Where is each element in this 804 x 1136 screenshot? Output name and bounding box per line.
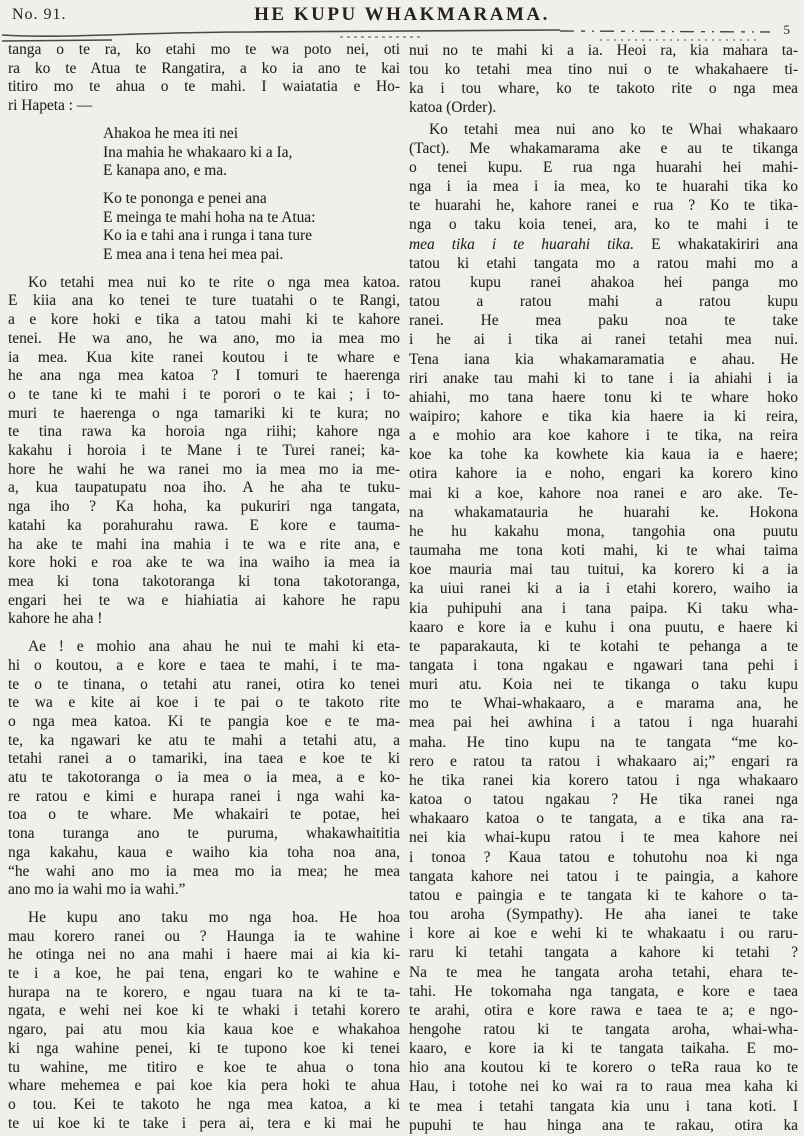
text-line: ri Hapeta : — — [8, 97, 93, 115]
text-line: nga o taku koia tenei, ara, ko te mahi i te — [409, 216, 798, 234]
text-column-right — [409, 41, 798, 1135]
text-line: te wa e kite ai koe i te pai o te takoto rite — [8, 694, 400, 712]
text-line — [409, 235, 798, 254]
text-line: raru ki tetahi tangata a kahore ki tetahi ? — [409, 944, 798, 962]
text-line: te o te tinana, o tetahi atu ranei, otira ko tenei — [8, 675, 400, 693]
text-line: tetahi ranei a o tamariki, ina taea e koe te ki — [8, 750, 400, 768]
text-line: muri atu. Koia nei te tikanga o taku kupu — [409, 676, 798, 694]
text-line: he otinga nei no ana mahi i haere mai ai kia ki- — [8, 946, 400, 964]
text-line: Ko ia e tahi ana i runga i tana ture — [103, 227, 312, 245]
text-line: E mea ana i tena hei mea pai. — [103, 246, 284, 264]
text-line: whare mehemea e pai koe kia pera hoki te ahua — [8, 1077, 400, 1095]
text-line: o te tane ki te mahi i te porori o te kai ; i to- — [8, 385, 400, 403]
text-line: otira kahore ia e noho, engari ka korero kino — [409, 465, 798, 483]
text-line: he ana nga mea katoa ? I tomuri te haerenga — [8, 367, 400, 385]
text-line: titiro mo te ahua o te mahi. I waiatatia e Ho- — [8, 78, 400, 96]
text-line: ha ake te mahi ina mahia i te wa e rite ana, e — [8, 535, 400, 553]
text-line: hengohe ratou ki te tangata aroha, whai-wha- — [409, 1020, 798, 1038]
text-line: Na te mea he tangata aroha tetahi, ehara te- — [409, 963, 798, 981]
text-line: pupuhi te hau hinga ana te rakau, otira ka — [409, 1116, 798, 1134]
text-line: tatou a ratou mahi a ratou kupu — [409, 293, 798, 311]
text-line: muri te haerenga o nga tamariki ki te kura; no — [8, 404, 400, 422]
issue-number: No. 91. — [12, 6, 67, 23]
text-line: Tena iana kia whakamaramatia e ahau. He — [409, 350, 798, 368]
text-line: i tonoa ? Kaua tatou e tohutohu noa ki nga — [409, 848, 798, 866]
page-title: HE KUPU WHAKMARAMA. — [254, 4, 550, 25]
text-line: tanga o te ra, ko etahi mo te wa poto nei, oti — [8, 41, 400, 58]
text-line: i he ai i tika ai ranei tetahi mea nui. — [409, 331, 798, 349]
text-line: toa o te whare. Me whakairi te potae, hei — [8, 806, 400, 824]
text-line: he tika ranei kia korero tatou i nga whakaaro — [409, 771, 798, 789]
paragraph — [409, 120, 798, 1135]
text-line: mai ki a koe, kahore noa ranei e aro ake. Te- — [409, 484, 798, 502]
verse-stanza — [103, 125, 400, 181]
text-line: Ae ! e mohio ana ahau he nui te mahi ki eta- — [28, 638, 400, 656]
text-line: tenei. He wa ano, he wa ano, mo ia mea mo — [8, 329, 400, 347]
text-line: re ratou e kimi e hurapa ranei i nga wahi ka- — [8, 787, 400, 805]
text-line: kaaro, e kore ia ki te tangata taikaha. E mo- — [409, 1040, 798, 1058]
text-line: na whakamatauria he huarahi ke. Hokona — [409, 503, 798, 521]
text-line: nga i ia mea i ia mea, ko te huarahi tika ko — [409, 178, 798, 196]
text-line: ia mea. Kua kite ranei koutou i te whare e — [8, 348, 400, 366]
text-line: ano mo ia wahi mo ia wahi.” — [8, 881, 186, 899]
text-line: ra ko te Atua te Rangatira, a ko ia ano te kai — [8, 59, 400, 77]
text-line: tangata kahore nei tatou i te paingia, a kahore — [409, 867, 798, 885]
text-line: tatou ki etahi tangata mo a ratou mahi mo a — [409, 254, 798, 272]
text-line: mo te Whai-whakaaro, a e marama ana, he — [409, 695, 798, 713]
text-line: nei kia whai-kupu ratou i te mea kahore nei — [409, 829, 798, 847]
text-line: (Tact). Me whakamarama ake e au te tikanga — [409, 139, 798, 157]
text-line: ka i tou whare, ko te takoto rite o nga mea — [409, 80, 798, 98]
text-line: he hu kakahu mona, tangohia ona puutu — [409, 522, 798, 540]
text-line: rero e ratou ta ratou i whakaaro ai;” engari ra — [409, 752, 798, 770]
text-line: katoa (Order). — [409, 99, 497, 117]
text-line: koe mauria mai tau tuitui, ka korero ki a ia — [409, 561, 798, 579]
plain-text: E whakatakiriri ana — [634, 235, 798, 253]
text-line: o nga mea katoa. Ki te pangia koe e te ma- — [8, 712, 400, 730]
text-line: kakahu i horoia i te Mane i te Turei ranei; ka- — [8, 442, 400, 460]
text-line: katoa o tatou ngakau ? He tika ranei nga — [409, 791, 798, 809]
text-line: kia puhipuhi ana i tana paipa. Ki taku wha- — [409, 599, 798, 617]
text-line: “he wahi ano mo ia mea mo ia mea; he mea — [8, 862, 400, 880]
verse-stanza — [103, 190, 400, 265]
text-line: o tou. Kei te takoto he nga mea katoa, a ki — [8, 1095, 400, 1113]
text-line: E kanapa ano, e ma. — [103, 162, 227, 180]
paragraph — [8, 41, 400, 116]
text-line: hio ana koutou ki te korero o teRa raua ko te — [409, 1059, 798, 1077]
text-line: te huarahi he, kahore ranei e rua ? Ko te tika- — [409, 197, 798, 215]
text-line: katahi ka porahurahu rawa. E kore e tauma- — [8, 516, 400, 534]
text-line: engari hei te wa e hiahiatia ai kahore he rapu — [8, 591, 400, 609]
text-line: waipiro; kahore e tika kia haere ia ki reira, — [409, 407, 798, 425]
text-line: tangata i tona ngakau e ngawari tana pehi i — [409, 657, 798, 674]
text-line: ahiahi, mo tana haere tonu ki te whare hoko — [409, 388, 798, 406]
text-line: te mea i tetahi tangata kia unu i tana koti. I — [409, 1097, 798, 1115]
text-line: nga kakahu, kaua e waiho kia toha noa ana, — [8, 843, 400, 861]
text-line: ratou kupu ranei ahakoa hei panga mo — [409, 273, 798, 291]
paragraph — [8, 274, 400, 629]
text-line: te paparakauta, ki te kotahi te pehanga a te — [409, 637, 798, 655]
text-line: riri anake tau mahi ki to tane i ia ahiahi i ia — [409, 369, 798, 387]
italic-text: mea tika i te huarahi tika. — [409, 235, 635, 253]
text-line: nga iho ? Ka hoha, ka pukuriri nga tangata, — [8, 498, 400, 516]
text-line: ngaro, pai atu mou kia kaua koe e whakahoa — [8, 1021, 400, 1039]
text-line: hore he wahi he wa ranei mo ia mea mo ia me- — [8, 460, 400, 478]
text-line: ka uiui ranei ki a ia i etahi korero, waiho ia — [409, 580, 798, 598]
text-line: tu wahine, me titiro e koe te ahua o tona — [8, 1058, 400, 1076]
text-line: hi o koutou, a e kore e taea te mahi, i te ma- — [8, 656, 400, 674]
text-line: te ui koe ki te take i pera ai, tera e ki mai he — [8, 1114, 400, 1132]
text-line: E kiia ana ko tenei te ture tuatahi o te Rangi, — [8, 292, 400, 310]
text-line: te i a koe, he pai tena, engari ko te wahine e — [8, 965, 400, 983]
paragraph — [409, 41, 798, 118]
paragraph — [8, 909, 400, 1133]
text-line: a, kua taupatupatu noa iho. A he aha te tuku- — [8, 479, 400, 497]
text-line: mau korero ranei ou ? Haunga ia te wahine — [8, 927, 400, 945]
text-line: maha. He tino kupu na te tangata “me ko- — [409, 733, 798, 751]
text-line: te tina rawa ka horoia nga riihi; kahore nga — [8, 423, 400, 441]
text-line: koe ka tohe ka kowhete kia kaua ia e haere; — [409, 446, 798, 464]
text-line: Ahakoa he mea iti nei — [103, 124, 239, 142]
text-line: a e kore hoki e tika a tatou mahi ki te kahore — [8, 311, 400, 329]
text-line: tatou e paingia e te tangata ki te kahore o ta- — [409, 886, 798, 904]
text-line: taumaha me tona koti mahi, ki te whai taima — [409, 542, 798, 560]
text-line: te, ka ngawari ke atu te mahi a tetahi atu, a — [8, 731, 400, 749]
text-column-left — [8, 41, 400, 1135]
text-line: E meinga te mahi hoha na te Atua: — [103, 208, 316, 226]
text-line: kore hoki e roa ake te wa ina waiho ia mea ia — [8, 554, 400, 572]
text-line: kahore he aha ! — [8, 610, 103, 628]
text-line: o tenei kupu. E rua nga huarahi hei mahi- — [409, 158, 798, 176]
text-line: nui no te mahi ki a ia. Heoi ra, kia mahara ta- — [409, 42, 798, 59]
text-line: mea ki tona takotoranga ki tona takotoranga, — [8, 572, 400, 590]
text-line: tou ko tetahi mea tino nui o te whakahaere ti- — [409, 61, 798, 79]
text-line: ngata, e wehi nei koe ki te whaki i tetahi korero — [8, 1002, 400, 1020]
text-line: a e mohio ara koe kahore i te tika, na reira — [409, 427, 798, 445]
text-line: mea pai hei awhina i a tatou i nga huarahi — [409, 714, 798, 732]
text-line: ranei. He mea paku noa te take — [409, 312, 798, 330]
text-line: i kore ai koe e wehi ki te whakaatu i ou raru- — [409, 925, 798, 943]
text-line: Ko tetahi mea nui ko te rite o nga mea katoa. — [28, 273, 400, 291]
text-line: te arahi, otira e kore rawa e taea te a; e ngo- — [409, 1001, 798, 1019]
text-line: tona turanga ano te puruma, whakawhaititia — [8, 825, 400, 843]
text-line: tahi. He tokomaha nga tangata, e kore e taea — [409, 982, 798, 1000]
paragraph — [8, 638, 400, 900]
text-line: tou aroha (Sympathy). He aha ianei te take — [409, 906, 798, 924]
text-line: atu te takotoranga o ia mea o ia mea, a e ko- — [8, 769, 400, 787]
text-line: Ko te pononga e penei ana — [103, 189, 267, 207]
text-line: ki nga wahine penei, ki te tupono koe ki tenei — [8, 1039, 400, 1057]
text-line: Ina mahia he whakaaro ki a Ia, — [103, 143, 293, 161]
text-line: hurapa na te korero, e ngau tuara na ki te ta- — [8, 983, 400, 1001]
page-number: 5 — [783, 22, 790, 37]
text-line: kaaro e kore ia e kuhu i ona puutu, e haere ki — [409, 618, 798, 636]
text-line: whakaaro katoa o te tangata, a e tika ana ra- — [409, 810, 798, 828]
text-line: Hau, i totohe nei ko wai ra to raua mea kaha ki — [409, 1078, 798, 1096]
text-line: He kupu ano taku mo nga hoa. He hoa — [28, 908, 400, 926]
text-line: Ko tetahi mea nui ano ko te Whai whakaaro — [429, 120, 798, 138]
